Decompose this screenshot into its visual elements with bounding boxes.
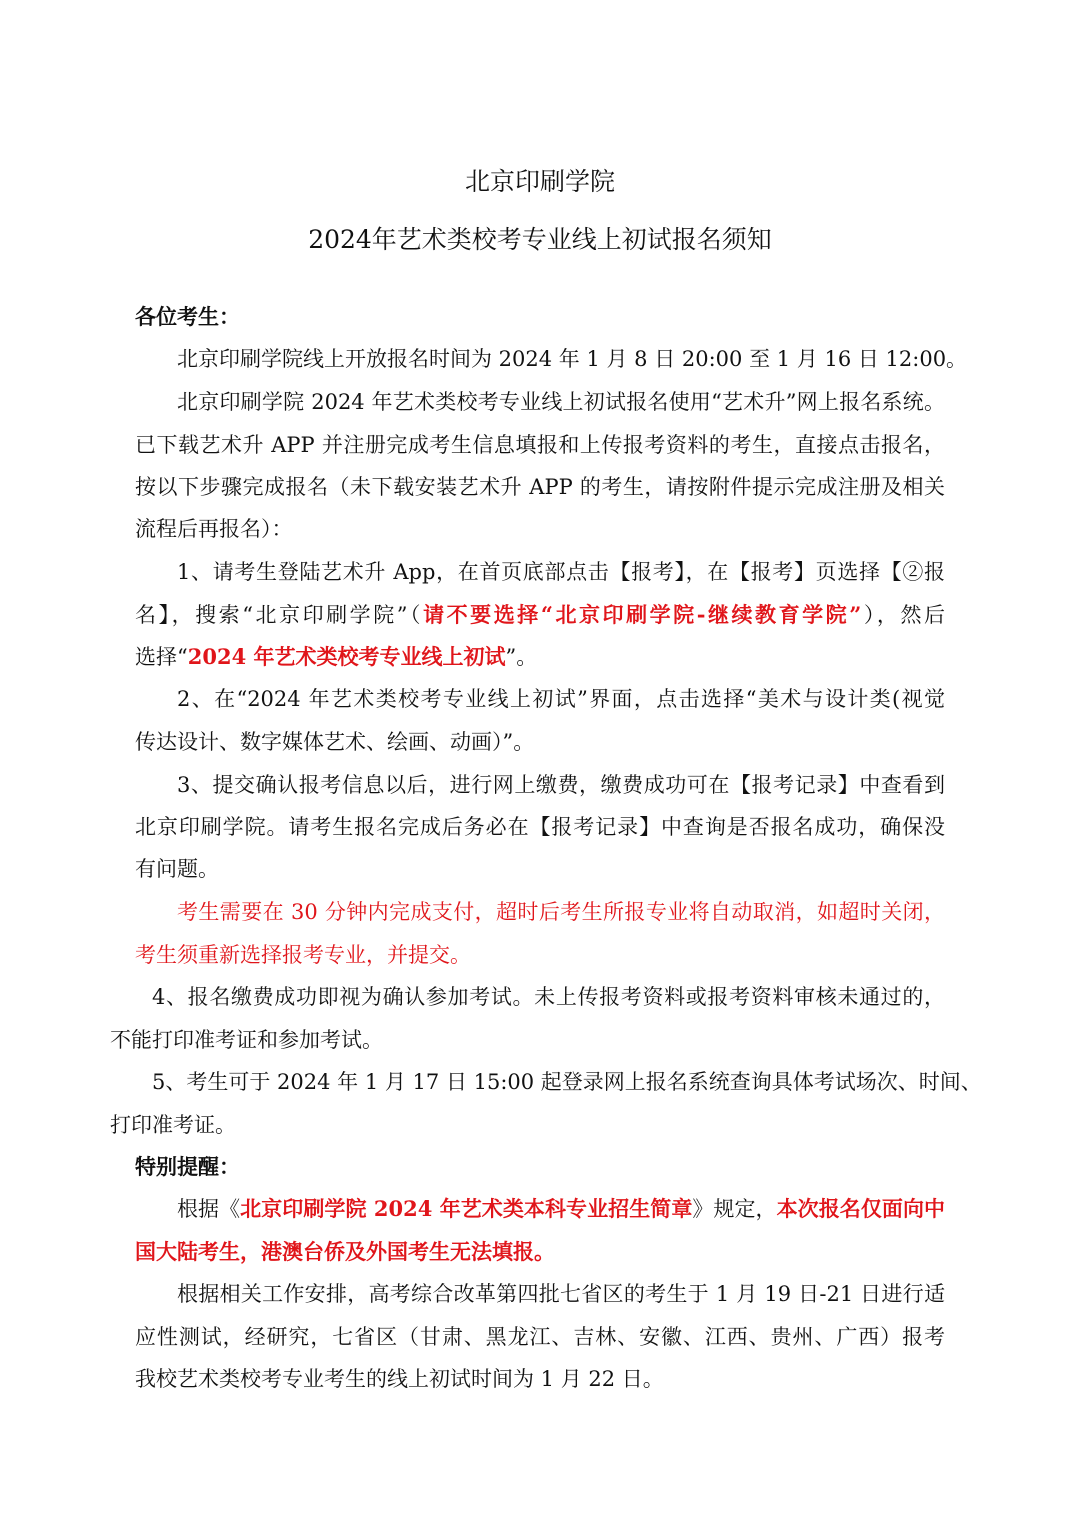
- system-paragraph-line-2: 已下载艺术升 APP 并注册完成考生信息填报和上传报考资料的考生，直接点击报名，: [135, 433, 945, 457]
- reminder-2-line-2: 应性测试，经研究，七省区（甘肃、黑龙江、吉林、安徽、江西、贵州、广西）报考: [135, 1325, 945, 1349]
- payment-warning-line-2: 考生须重新选择报考专业，并提交。: [135, 943, 471, 967]
- special-reminder-heading: 特别提醒：: [135, 1154, 240, 1179]
- step-3-line-2: 北京印刷学院。请考生报名完成后务必在【报考记录】中查询是否报名成功，确保没: [135, 815, 945, 839]
- document-title: 北京印刷学院: [464, 167, 615, 196]
- greeting: 各位考生：: [135, 304, 240, 329]
- step-1-line-3: 选择“2024 年艺术类校考专业线上初试”。: [135, 644, 538, 669]
- system-paragraph-line-3: 按以下步骤完成报名（未下载安装艺术升 APP 的考生，请按附件提示完成注册及相关: [135, 475, 945, 499]
- system-paragraph-line-4: 流程后再报名）：: [135, 517, 293, 541]
- step-3-line-3: 有问题。: [135, 857, 219, 881]
- step-2-line-1: 2、在“2024 年艺术类校考专业线上初试”界面，点击选择“美术与设计类(视觉: [177, 687, 945, 711]
- reminder-1-line-1: 根据《北京印刷学院 2024 年艺术类本科专业招生简章》规定，本次报名仅面向中: [177, 1196, 946, 1221]
- step-1-line-2: 名】，搜索“北京印刷学院”（请不要选择“北京印刷学院-继续教育学院”），然后: [135, 602, 945, 627]
- registration-time-paragraph: 北京印刷学院线上开放报名时间为 2024 年 1 月 8 日 20:00 至 1 月 16 日 12:00。: [177, 347, 968, 371]
- payment-warning-line-1: 考生需要在 30 分钟内完成支付，超时后考生所报专业将自动取消，如超时关闭，: [177, 900, 945, 924]
- step-4-line-1: 4、报名缴费成功即视为确认参加考试。未上传报考资料或报考资料审核未通过的，: [152, 985, 945, 1009]
- reminder-2-line-3: 我校艺术类校考专业考生的线上初试时间为 1 月 22 日。: [135, 1367, 664, 1391]
- reminder-1-line-2: 国大陆考生，港澳台侨及外国考生无法填报。: [135, 1239, 555, 1264]
- step-1-exam-name: 2024 年艺术类校考专业线上初试: [187, 644, 506, 669]
- step-5-line-1: 5、考生可于 2024 年 1 月 17 日 15:00 起登录网上报名系统查询具体考试场次、时间、: [152, 1070, 982, 1094]
- reminder-2-line-1: 根据相关工作安排，高考综合改革第四批七省区的考生于 1 月 19 日-21 日进行适: [177, 1282, 945, 1306]
- step-2-line-2: 传达设计、数字媒体艺术、绘画、动画）”。: [135, 730, 535, 754]
- step-3-line-1: 3、提交确认报考信息以后，进行网上缴费，缴费成功可在【报考记录】中查看到: [177, 773, 945, 797]
- system-paragraph-line-1: 北京印刷学院 2024 年艺术类校考专业线上初试报名使用“艺术升”网上报名系统。: [177, 390, 945, 414]
- admission-brochure-title: 北京印刷学院 2024 年艺术类本科专业招生简章: [240, 1196, 693, 1221]
- step-5-line-2: 打印准考证。: [110, 1113, 236, 1137]
- step-1-line-1: 1、请考生登陆艺术升 App，在首页底部点击【报考】，在【报考】页选择【②报: [177, 560, 945, 584]
- document-subtitle: 2024年艺术类校考专业线上初试报名须知: [308, 225, 772, 254]
- step-4-line-2: 不能打印准考证和参加考试。: [110, 1028, 383, 1052]
- step-1-warning: 请不要选择“北京印刷学院-继续教育学院”: [423, 602, 862, 627]
